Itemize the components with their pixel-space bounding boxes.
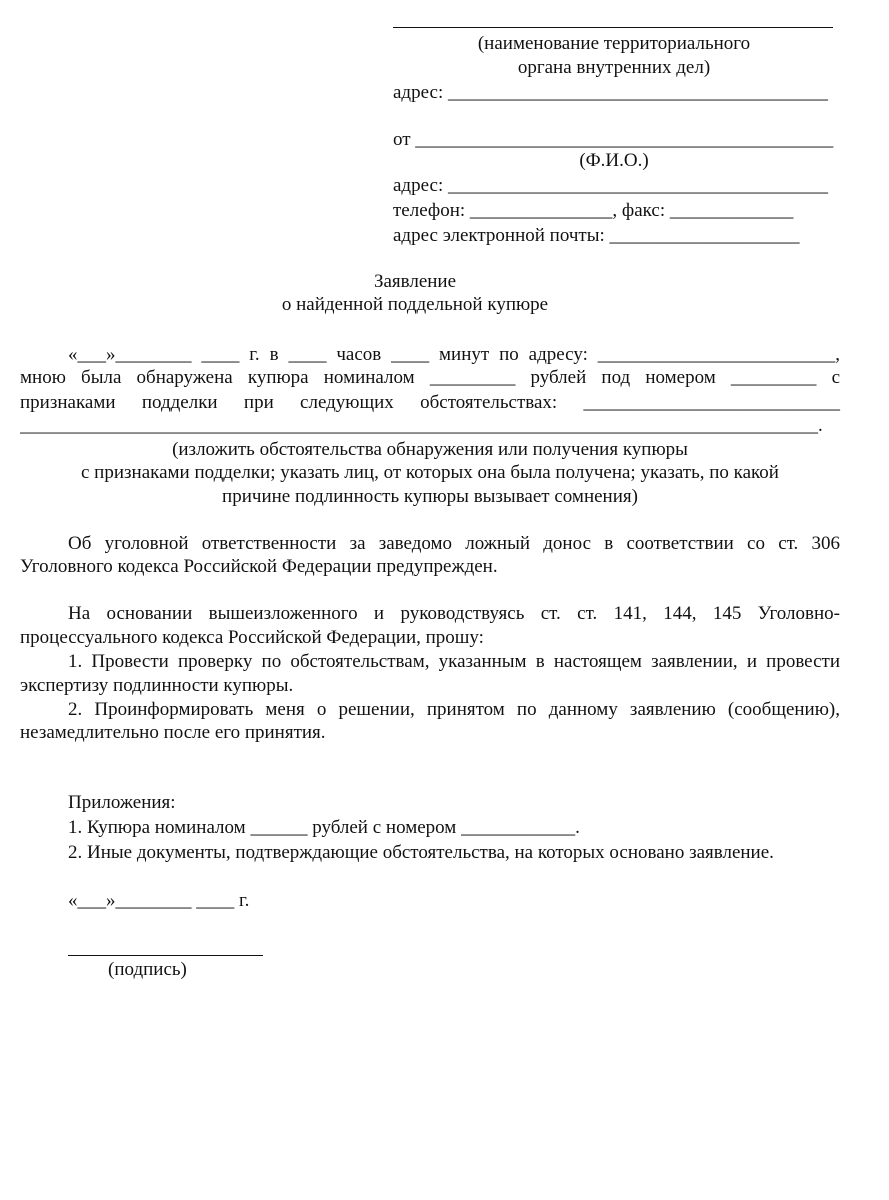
phone-fax-field[interactable]: телефон: _______________, факс: _____________ xyxy=(393,200,794,221)
statement-line-3[interactable]: признаками подделки при следующих обстоятельствах: ___________________________ xyxy=(20,392,840,413)
attachments-heading: Приложения: xyxy=(68,792,176,813)
date-field[interactable]: «___»________ ____ г. xyxy=(68,890,250,911)
liability-line-1: Об уголовной ответственности за заведомо ложный донос в соответствии со ст. 306 xyxy=(68,533,840,554)
signature-caption: (подпись) xyxy=(108,959,187,980)
request-line-1: На основании вышеизложенного и руководствуясь ст. ст. 141, 144, 145 Уголовно- xyxy=(68,603,840,624)
document-title: Заявление xyxy=(373,271,457,292)
statement-line-2[interactable]: мною была обнаружена купюра номиналом _________ рублей под номером _________ с xyxy=(20,367,840,388)
document-subtitle: о найденной поддельной купюре xyxy=(281,294,549,315)
request-item-2-line-2: незамедлительно после его принятия. xyxy=(20,722,326,743)
attachment-item-1[interactable]: 1. Купюра номиналом ______ рублей с номером ____________. xyxy=(68,817,580,838)
header-top-rule xyxy=(393,27,833,28)
liability-line-2: Уголовного кодекса Российской Федерации предупрежден. xyxy=(20,556,498,577)
org-caption-1: (наименование территориального xyxy=(477,33,751,54)
applicant-address-field[interactable]: адрес: ________________________________________ xyxy=(393,175,828,196)
org-address-field[interactable]: адрес: ________________________________________ xyxy=(393,82,828,103)
request-item-2-line-1: 2. Проинформировать меня о решении, принятом по данному заявлению (сообщению), xyxy=(68,699,840,720)
fio-caption: (Ф.И.О.) xyxy=(579,150,649,171)
email-field[interactable]: адрес электронной почты: ____________________ xyxy=(393,225,800,246)
org-caption-2: органа внутренних дел) xyxy=(517,57,711,78)
statement-hint-1: (изложить обстоятельства обнаружения или получения купюры xyxy=(172,439,688,460)
signature-line[interactable] xyxy=(68,955,263,956)
statement-line-4[interactable]: ____________________________________________________________________________________. xyxy=(20,415,823,436)
attachment-item-2: 2. Иные документы, подтверждающие обстоятельства, на которых основано заявление. xyxy=(68,842,774,863)
request-item-1-line-2: экспертизу подлинности купюры. xyxy=(20,675,294,696)
statement-line-1[interactable]: «___»________ ____ г. в ____ часов ____ минут по адресу: _________________________, xyxy=(68,344,840,365)
statement-hint-3: причине подлинность купюры вызывает сомнения) xyxy=(222,486,638,507)
request-line-2: процессуального кодекса Российской Федерации, прошу: xyxy=(20,627,484,648)
request-item-1-line-1: 1. Провести проверку по обстоятельствам, указанным в настоящем заявлении, и провести xyxy=(68,651,840,672)
statement-hint-2: с признаками подделки; указать лиц, от которых она была получена; указать, по какой xyxy=(81,462,779,483)
from-fio-field[interactable]: от ____________________________________________ xyxy=(393,129,834,150)
